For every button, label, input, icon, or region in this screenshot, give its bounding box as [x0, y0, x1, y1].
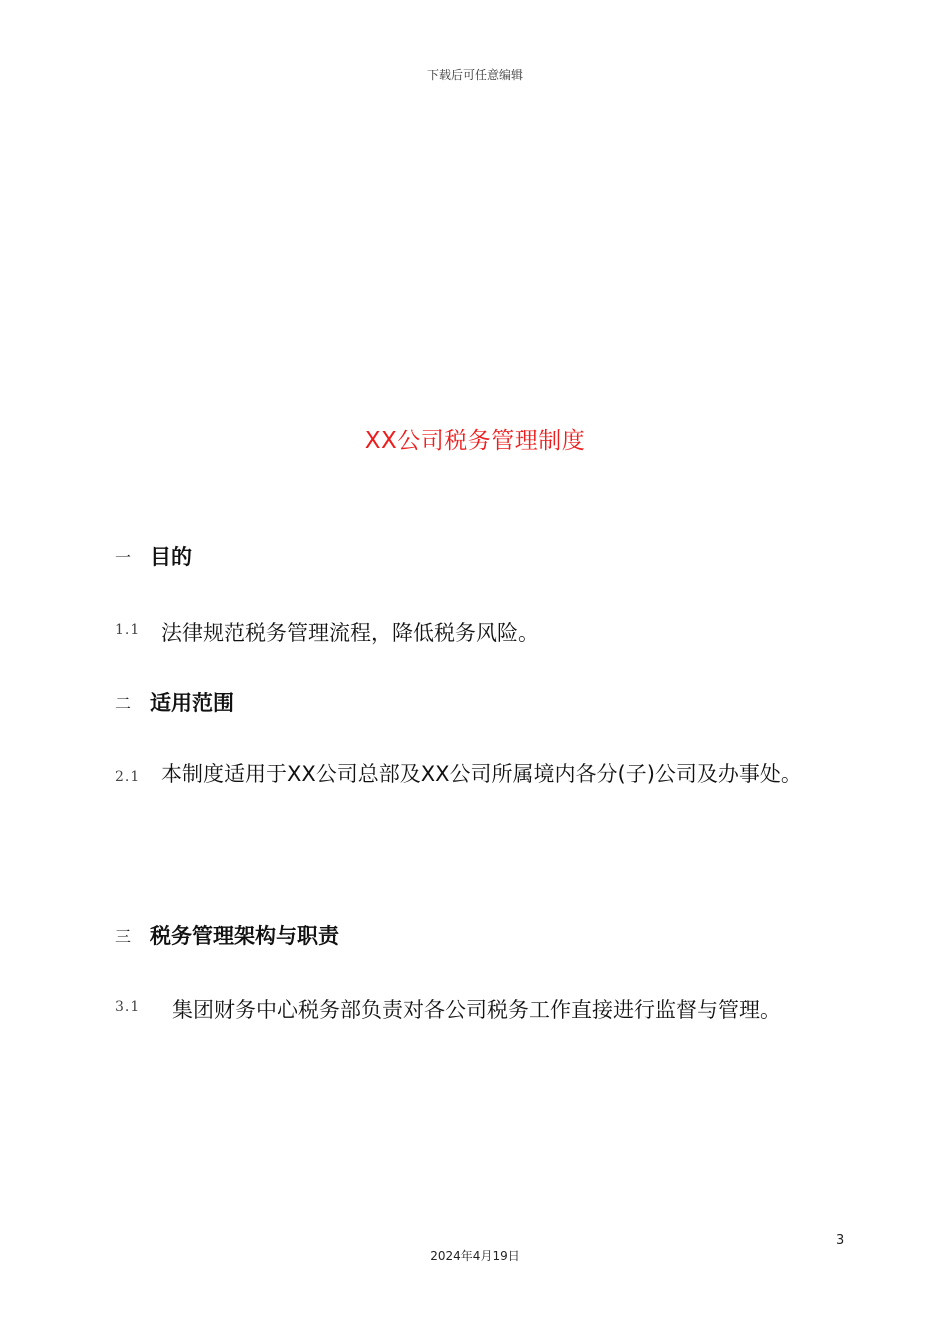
page-number: 3 [836, 1233, 845, 1248]
section-heading-structure [115, 920, 339, 950]
section-number: 三 [115, 926, 132, 946]
clause-number: 2.1 [115, 769, 141, 785]
clause-text: 集团财务中心税务部负责对各公司税务工作直接进行监督与管理。 [172, 998, 781, 1022]
section-heading-scope [115, 687, 234, 717]
footer-date: 2024年4月19日 [430, 1249, 520, 1263]
section-heading-text: 目的 [150, 545, 192, 569]
section-heading-text: 税务管理架构与职责 [150, 924, 339, 948]
section-heading-purpose [115, 541, 192, 571]
header-note: 下载后可任意编辑 [426, 68, 523, 82]
section-number: 二 [115, 693, 132, 713]
clause-number: 1.1 [115, 622, 141, 638]
section-heading-text: 适用范围 [150, 691, 234, 715]
clause-text: 本制度适用于XX公司总部及XX公司所属境内各分(子)公司及办事处。 [161, 762, 802, 786]
document-title: XX公司税务管理制度 [364, 428, 586, 454]
clause-text: 法律规范税务管理流程，降低税务风险。 [161, 621, 539, 645]
clause-number: 3.1 [115, 999, 141, 1015]
section-number: 一 [115, 547, 132, 567]
